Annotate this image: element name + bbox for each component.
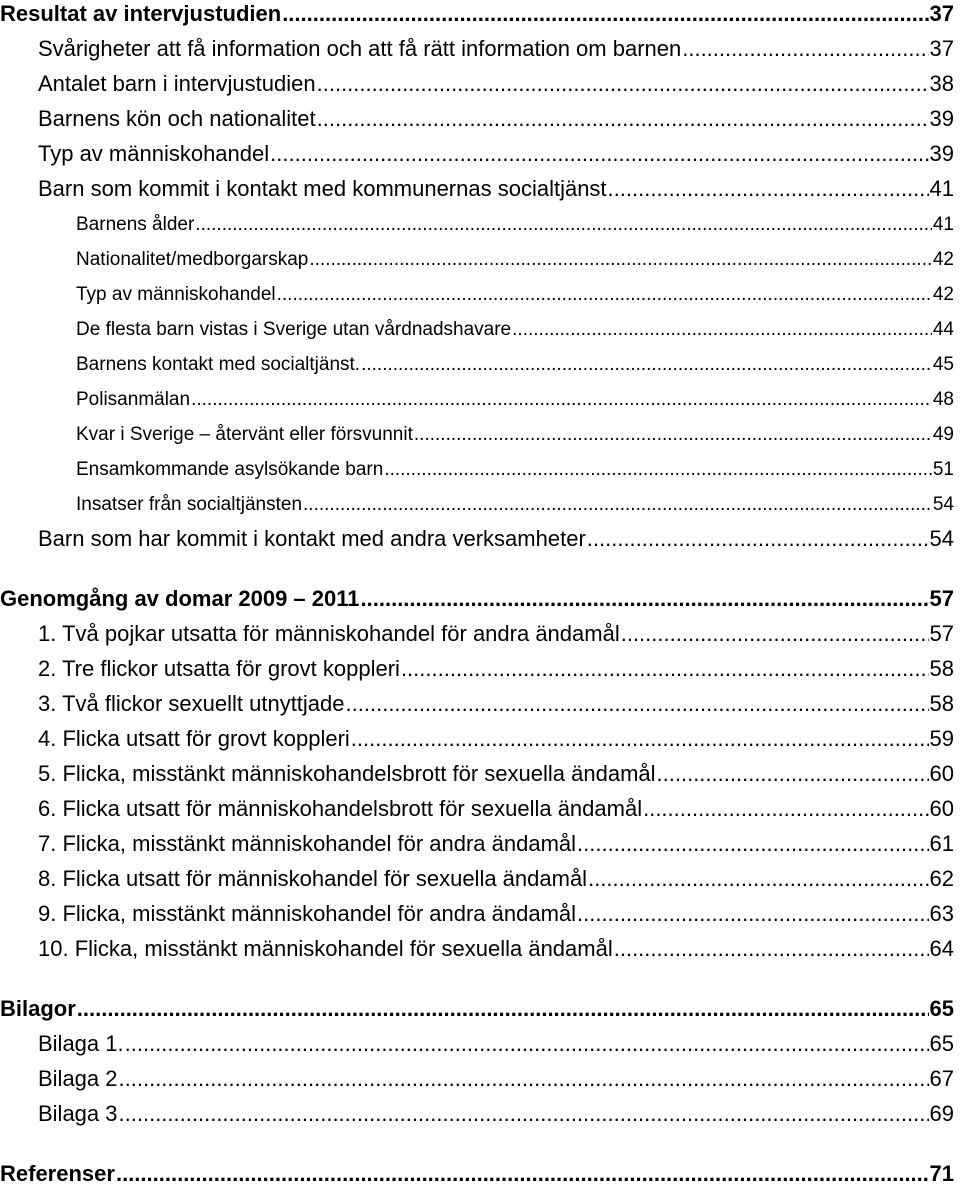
toc-entry[interactable]	[38, 1068, 954, 1090]
toc-entry-title: De flesta barn vistas i Sverige utan vårdnadshavare	[76, 319, 512, 340]
toc-dot-leader	[317, 108, 929, 130]
toc-entry-page: 42	[932, 249, 954, 270]
toc-dot-leader	[270, 143, 928, 165]
toc-entry-page: 45	[932, 354, 954, 375]
toc-dot-leader	[577, 903, 928, 925]
toc-entry-page: 48	[932, 389, 954, 410]
toc-dot-leader	[614, 938, 929, 960]
toc-entry-title: Barn som har kommit i kontakt med andra verksamheter	[38, 526, 586, 551]
toc-entry[interactable]	[76, 495, 954, 514]
toc-entry-title: Svårigheter att få information och att få rätt information om barnen	[38, 36, 682, 61]
toc-entry-title: Typ av människohandel	[38, 141, 270, 166]
toc-entry[interactable]	[76, 390, 954, 409]
toc-entry-page: 67	[929, 1066, 954, 1091]
toc-entry-page: 39	[929, 106, 954, 131]
toc-entry-page: 65	[929, 1031, 954, 1056]
toc-entry[interactable]	[0, 1163, 954, 1185]
toc-entry-title: 5. Flicka, misstänkt människohandelsbrott för sexuella ändamål	[38, 761, 656, 786]
toc-entry[interactable]	[38, 938, 954, 960]
toc-dot-leader	[195, 215, 932, 234]
toc-entry-title: Antalet barn i intervjustudien	[38, 71, 316, 96]
toc-entry[interactable]	[76, 215, 954, 234]
toc-entry-title: 6. Flicka utsatt för människohandelsbrott för sexuella ändamål	[38, 796, 643, 821]
toc-entry[interactable]	[76, 355, 954, 374]
toc-entry-page: 39	[929, 141, 954, 166]
toc-entry-page: 59	[929, 726, 954, 751]
toc-dot-leader	[512, 320, 932, 339]
toc-entry[interactable]	[38, 143, 954, 165]
toc-dot-leader	[282, 3, 928, 25]
toc-entry[interactable]	[38, 528, 954, 550]
toc-entry-page: 54	[932, 494, 954, 515]
toc-entry-title: Barnens ålder	[76, 214, 195, 235]
toc-entry[interactable]	[38, 903, 954, 925]
toc-dot-leader	[682, 38, 928, 60]
toc-entry[interactable]	[38, 763, 954, 785]
toc-dot-leader	[346, 693, 929, 715]
toc-entry-title: Genomgång av domar 2009 – 2011	[0, 586, 360, 611]
toc-entry[interactable]	[76, 320, 954, 339]
toc-entry[interactable]	[0, 998, 954, 1020]
toc-dot-leader	[119, 1068, 929, 1090]
toc-entry-page: 44	[932, 319, 954, 340]
toc-entry-page: 49	[932, 424, 954, 445]
toc-entry[interactable]	[38, 1103, 954, 1125]
toc-dot-leader	[414, 425, 932, 444]
toc-entry-title: Referenser	[0, 1161, 115, 1186]
toc-entry-title: 4. Flicka utsatt för grovt koppleri	[38, 726, 350, 751]
toc-entry[interactable]	[38, 798, 954, 820]
toc-dot-leader	[317, 73, 929, 95]
toc-dot-leader	[277, 285, 932, 304]
toc-entry[interactable]	[76, 250, 954, 269]
toc-entry[interactable]	[38, 868, 954, 890]
toc-entry-title: Ensamkommande asylsökande barn	[76, 459, 384, 480]
toc-entry-page: 42	[932, 284, 954, 305]
toc-entry-title: Nationalitet/medborgarskap	[76, 249, 309, 270]
toc-entry-title: Barnens kön och nationalitet	[38, 106, 316, 131]
toc-entry[interactable]	[38, 38, 954, 60]
toc-entry[interactable]	[76, 285, 954, 304]
toc-entry-page: 61	[929, 831, 954, 856]
toc-entry-title: Barnens kontakt med socialtjänst.	[76, 354, 361, 375]
toc-entry-page: 63	[929, 901, 954, 926]
toc-entry-title: 10. Flicka, misstänkt människohandel för sexuella ändamål	[38, 936, 613, 961]
toc-entry-page: 41	[932, 214, 954, 235]
toc-entry[interactable]	[0, 588, 954, 610]
toc-entry-title: 8. Flicka utsatt för människohandel för sexuella ändamål	[38, 866, 588, 891]
toc-entry[interactable]	[38, 833, 954, 855]
toc-entry-title: Bilaga 1.	[38, 1031, 124, 1056]
toc-entry-title: 9. Flicka, misstänkt människohandel för andra ändamål	[38, 901, 577, 926]
toc-entry-page: 64	[929, 936, 954, 961]
toc-entry-page: 54	[929, 526, 954, 551]
toc-dot-leader	[351, 728, 929, 750]
toc-dot-leader	[119, 1103, 929, 1125]
toc-entry-title: Kvar i Sverige – återvänt eller försvunnit	[76, 424, 413, 445]
toc-dot-leader	[587, 528, 929, 550]
toc-entry-page: 65	[929, 996, 954, 1021]
toc-dot-leader	[621, 623, 929, 645]
toc-dot-leader	[608, 178, 929, 200]
toc-entry-title: Bilaga 3	[38, 1101, 118, 1126]
toc-entry-page: 51	[932, 459, 954, 480]
toc-entry[interactable]	[38, 1033, 954, 1055]
toc-entry-page: 60	[929, 761, 954, 786]
toc-entry-title: 3. Två flickor sexuellt utnyttjade	[38, 691, 345, 716]
toc-entry-page: 38	[929, 71, 954, 96]
toc-entry[interactable]	[38, 623, 954, 645]
toc-entry[interactable]	[76, 425, 954, 444]
toc-dot-leader	[384, 460, 932, 479]
toc-entry-page: 58	[929, 691, 954, 716]
toc-dot-leader	[643, 798, 928, 820]
toc-entry[interactable]	[38, 73, 954, 95]
toc-entry-page: 57	[929, 586, 954, 611]
toc-entry[interactable]	[38, 693, 954, 715]
toc-entry-page: 62	[929, 866, 954, 891]
toc-entry[interactable]	[38, 728, 954, 750]
toc-entry-page: 71	[929, 1161, 954, 1186]
toc-entry-page: 60	[929, 796, 954, 821]
toc-entry-title: 7. Flicka, misstänkt människohandel för andra ändamål	[38, 831, 577, 856]
toc-dot-leader	[303, 495, 932, 514]
toc-dot-leader	[125, 1033, 929, 1055]
toc-entry[interactable]	[76, 460, 954, 479]
toc-entry-title: Polisanmälan	[76, 389, 191, 410]
toc-dot-leader	[361, 588, 929, 610]
toc-dot-leader	[77, 998, 929, 1020]
toc-entry-title: Barn som kommit i kontakt med kommunernas socialtjänst	[38, 176, 607, 201]
toc-entry-title: Insatser från socialtjänsten	[76, 494, 303, 515]
toc-entry-title: Resultat av intervjustudien	[0, 1, 282, 26]
toc-entry-title: Bilaga 2	[38, 1066, 118, 1091]
toc-entry[interactable]	[38, 108, 954, 130]
toc-entry[interactable]	[38, 178, 954, 200]
toc-dot-leader	[309, 250, 932, 269]
toc-entry[interactable]	[38, 658, 954, 680]
toc-dot-leader	[361, 355, 932, 374]
toc-dot-leader	[577, 833, 928, 855]
toc-dot-leader	[116, 1163, 929, 1185]
toc-entry-page: 37	[929, 36, 954, 61]
toc-entry-title: Bilagor	[0, 996, 76, 1021]
toc-dot-leader	[588, 868, 928, 890]
toc-entry-page: 57	[929, 621, 954, 646]
toc-entry-title: 2. Tre flickor utsatta för grovt koppleri	[38, 656, 400, 681]
toc-dot-leader	[401, 658, 929, 680]
toc-entry[interactable]	[0, 3, 954, 25]
toc-entry-page: 37	[929, 1, 954, 26]
toc-entry-title: Typ av människohandel	[76, 284, 276, 305]
toc-entry-page: 69	[929, 1101, 954, 1126]
toc-dot-leader	[191, 390, 932, 409]
toc-entry-page: 41	[929, 176, 954, 201]
toc-entry-title: 1. Två pojkar utsatta för människohandel för andra ändamål	[38, 621, 620, 646]
toc-entry-page: 58	[929, 656, 954, 681]
toc-dot-leader	[657, 763, 929, 785]
